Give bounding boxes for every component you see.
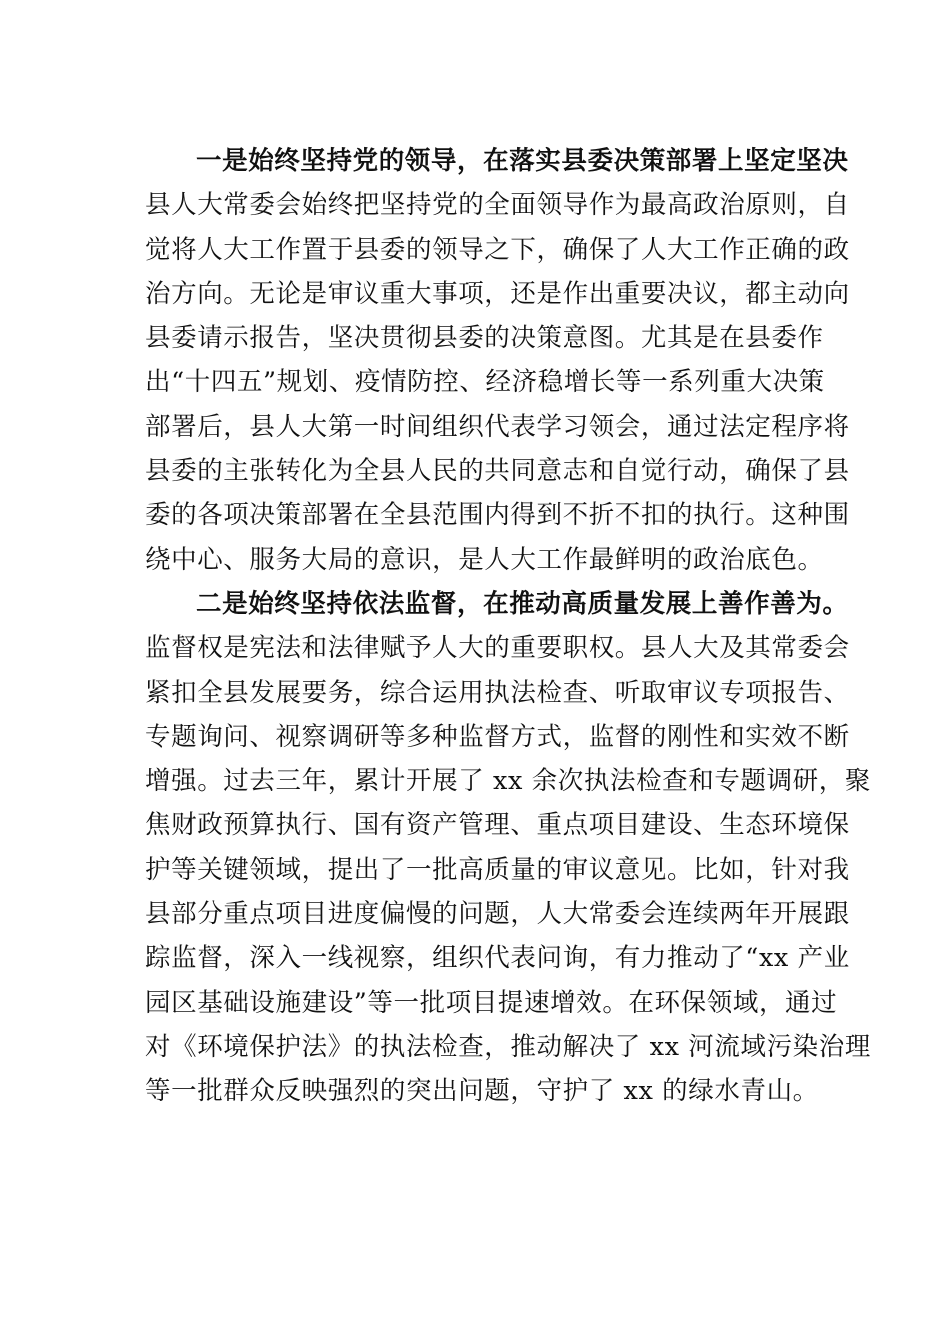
paragraph-1-line: 委的各项决策部署在全县范围内得到不折不扣的执行。这种围	[145, 500, 850, 531]
paragraph-2-line: 踪监督，深入一线视察，组织代表问询，有力推动了“xx 产业	[145, 943, 850, 974]
paragraph-2-line: 焦财政预算执行、国有资产管理、重点项目建设、生态环境保	[145, 810, 850, 841]
paragraph-2-line: 监督权是宪法和法律赋予人大的重要职权。县人大及其常委会	[145, 633, 850, 664]
paragraph-2-line: 专题询问、视察调研等多种监督方式，监督的刚性和实效不断	[145, 721, 850, 752]
paragraph-2-line: 紧扣全县发展要务，综合运用执法检查、听取审议专项报告、	[145, 677, 850, 708]
paragraph-1-line: 治方向。无论是审议重大事项，还是作出重要决议，都主动向	[145, 278, 850, 309]
paragraph-1-line: 绕中心、服务大局的意识，是人大工作最鲜明的政治底色。	[145, 544, 824, 575]
paragraph-1-line: 出“十四五”规划、疫情防控、经济稳增长等一系列重大决策	[145, 367, 825, 398]
paragraph-1-line: 觉将人大工作置于县委的领导之下，确保了人大工作正确的政	[145, 234, 850, 265]
paragraph-2-line: 县部分重点项目进度偏慢的问题，人大常委会连续两年开展跟	[145, 899, 850, 930]
paragraph-1-heading-line: 一是始终坚持党的领导，在落实县委决策部署上坚定坚决	[196, 146, 849, 176]
paragraph-2-line: 增强。过去三年，累计开展了 xx 余次执法检查和专题调研，聚	[145, 766, 871, 797]
paragraph-1-line: 县人大常委会始终把坚持党的全面领导作为最高政治原则，自	[145, 190, 850, 221]
paragraph-2-line: 护等关键领域，提出了一批高质量的审议意见。比如，针对我	[145, 854, 850, 885]
paragraph-2-heading-line: 二是始终坚持依法监督，在推动高质量发展上善作善为。	[196, 588, 849, 619]
paragraph-2-line: 对《环境保护法》的执法检查，推动解决了 xx 河流域污染治理	[145, 1031, 871, 1062]
paragraph-1-line: 县委请示报告，坚决贯彻县委的决策意图。尤其是在县委作	[145, 323, 824, 354]
paragraph-2-line: 园区基础设施建设”等一批项目提速增效。在环保领域，通过	[145, 987, 838, 1018]
paragraph-2-line: 等一批群众反映强烈的突出问题，守护了 xx 的绿水青山。	[145, 1076, 819, 1107]
document-body	[145, 139, 871, 1114]
paragraph-1-line: 县委的主张转化为全县人民的共同意志和自觉行动，确保了县	[145, 456, 850, 487]
paragraph-1-line: 部署后，县人大第一时间组织代表学习领会，通过法定程序将	[145, 411, 850, 442]
